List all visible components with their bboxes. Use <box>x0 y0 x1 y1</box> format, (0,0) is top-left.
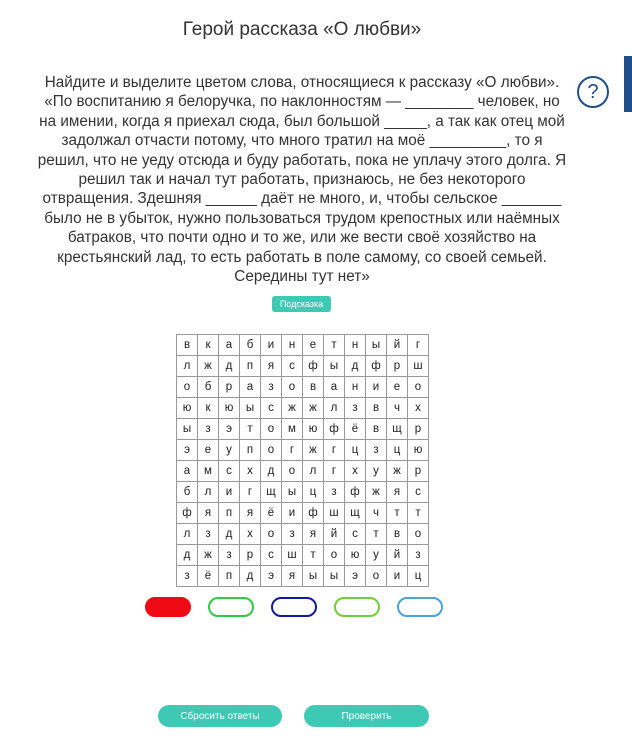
grid-cell[interactable]: о <box>366 566 387 587</box>
color-lightblue-swatch[interactable] <box>397 597 443 617</box>
grid-cell[interactable]: и <box>219 482 240 503</box>
grid-cell[interactable]: ы <box>282 482 303 503</box>
grid-cell[interactable]: с <box>408 482 429 503</box>
grid-cell[interactable]: у <box>366 461 387 482</box>
grid-cell[interactable]: и <box>261 335 282 356</box>
grid-cell[interactable]: г <box>324 440 345 461</box>
task-line: Середины тут нет» <box>234 268 370 286</box>
task-line: «По воспитанию я белоручка, по наклонностям — ________ человек, но <box>44 93 560 111</box>
task-line: решил, что не уеду отсюда и буду работать, пока не уплачу этого долга. Я <box>37 151 567 169</box>
grid-cell[interactable]: з <box>324 482 345 503</box>
grid-cell[interactable]: ы <box>324 566 345 587</box>
grid-cell[interactable]: с <box>219 461 240 482</box>
grid-cell[interactable]: а <box>324 377 345 398</box>
task-text <box>34 73 570 286</box>
task-line: крестьянский лад, то есть работать в поле самому, со своей семьей. <box>57 248 547 266</box>
grid-cell[interactable]: ш <box>408 356 429 377</box>
grid-cell[interactable]: ы <box>240 398 261 419</box>
grid-cell[interactable]: л <box>198 482 219 503</box>
letter-grid <box>176 334 429 587</box>
grid-row <box>177 503 429 524</box>
grid-cell[interactable]: б <box>240 335 261 356</box>
grid-cell[interactable]: ё <box>261 503 282 524</box>
grid-cell[interactable]: з <box>198 524 219 545</box>
color-green-swatch[interactable] <box>208 597 254 617</box>
grid-row <box>177 566 429 587</box>
grid-cell[interactable]: щ <box>345 503 366 524</box>
grid-cell[interactable]: ю <box>219 398 240 419</box>
grid-cell[interactable]: э <box>261 566 282 587</box>
grid-cell[interactable]: и <box>282 503 303 524</box>
grid-cell[interactable]: з <box>282 524 303 545</box>
grid-cell[interactable]: ф <box>366 356 387 377</box>
grid-cell[interactable]: о <box>261 419 282 440</box>
grid-cell[interactable]: ф <box>324 419 345 440</box>
grid-cell[interactable]: ц <box>345 440 366 461</box>
grid-cell[interactable]: к <box>198 335 219 356</box>
grid-cell[interactable]: л <box>324 398 345 419</box>
grid-cell[interactable]: т <box>303 545 324 566</box>
grid-cell[interactable]: л <box>177 356 198 377</box>
grid-cell[interactable]: д <box>219 524 240 545</box>
grid-cell[interactable]: ы <box>303 566 324 587</box>
grid-cell[interactable]: ж <box>282 398 303 419</box>
grid-cell[interactable]: щ <box>261 482 282 503</box>
grid-cell[interactable]: п <box>219 566 240 587</box>
grid-cell[interactable]: с <box>261 545 282 566</box>
grid-cell[interactable]: с <box>261 398 282 419</box>
grid-cell[interactable]: р <box>387 356 408 377</box>
grid-cell[interactable]: о <box>408 377 429 398</box>
grid-cell[interactable]: х <box>408 398 429 419</box>
grid-cell[interactable]: ц <box>303 482 324 503</box>
grid-cell[interactable]: ы <box>324 356 345 377</box>
grid-cell[interactable]: о <box>282 377 303 398</box>
page-title: Герой рассказа «О любви» <box>182 19 422 40</box>
grid-cell[interactable]: о <box>177 377 198 398</box>
grid-cell[interactable]: ф <box>303 503 324 524</box>
grid-cell[interactable]: у <box>366 545 387 566</box>
grid-cell[interactable]: ж <box>303 440 324 461</box>
grid-row <box>177 440 429 461</box>
grid-cell[interactable]: д <box>261 461 282 482</box>
hint-button[interactable]: Подсказка <box>272 296 331 312</box>
grid-cell[interactable]: й <box>387 335 408 356</box>
grid-cell[interactable]: н <box>282 335 303 356</box>
grid-cell[interactable]: и <box>366 377 387 398</box>
task-line: было не в убыток, нужно пользоваться трудом крепостных или наёмных <box>44 209 560 227</box>
grid-cell[interactable]: п <box>240 440 261 461</box>
grid-cell[interactable]: в <box>387 524 408 545</box>
question-icon: ? <box>587 81 599 103</box>
grid-cell[interactable]: ё <box>345 419 366 440</box>
color-lime-swatch[interactable] <box>334 597 380 617</box>
grid-cell[interactable]: ж <box>366 482 387 503</box>
grid-cell[interactable]: п <box>240 356 261 377</box>
grid-cell[interactable]: й <box>387 545 408 566</box>
task-line: Найдите и выделите цветом слова, относящиеся к рассказу «О любви». <box>44 74 560 91</box>
grid-cell[interactable]: о <box>408 524 429 545</box>
grid-cell[interactable]: ж <box>303 398 324 419</box>
task-line: решил так и начал тут работать, признаюсь, не без некоторого <box>78 171 526 189</box>
reset-answers-button[interactable]: Сбросить ответы <box>158 705 282 727</box>
grid-cell[interactable]: т <box>366 524 387 545</box>
grid-cell[interactable]: л <box>303 461 324 482</box>
grid-cell[interactable]: х <box>345 461 366 482</box>
grid-cell[interactable]: х <box>240 524 261 545</box>
grid-cell[interactable]: р <box>219 377 240 398</box>
grid-cell[interactable]: ю <box>345 545 366 566</box>
grid-cell[interactable]: д <box>240 566 261 587</box>
grid-cell[interactable]: з <box>261 377 282 398</box>
grid-cell[interactable]: т <box>324 335 345 356</box>
grid-cell[interactable]: ч <box>366 503 387 524</box>
grid-cell[interactable]: ш <box>282 545 303 566</box>
grid-cell[interactable]: р <box>408 419 429 440</box>
grid-cell[interactable]: и <box>387 566 408 587</box>
grid-row <box>177 335 429 356</box>
grid-row <box>177 356 429 377</box>
grid-cell[interactable]: б <box>198 377 219 398</box>
grid-cell[interactable]: г <box>324 461 345 482</box>
grid-cell[interactable]: в <box>177 335 198 356</box>
grid-cell[interactable]: д <box>177 545 198 566</box>
grid-cell[interactable]: щ <box>387 419 408 440</box>
grid-row <box>177 377 429 398</box>
grid-cell[interactable]: з <box>408 545 429 566</box>
grid-cell[interactable]: н <box>345 377 366 398</box>
grid-cell[interactable]: я <box>240 503 261 524</box>
grid-cell[interactable]: а <box>240 377 261 398</box>
grid-cell[interactable]: з <box>345 398 366 419</box>
grid-cell[interactable]: б <box>177 482 198 503</box>
grid-cell[interactable]: р <box>240 545 261 566</box>
grid-cell[interactable]: й <box>324 524 345 545</box>
grid-cell[interactable]: ф <box>177 503 198 524</box>
grid-cell[interactable]: я <box>282 566 303 587</box>
grid-cell[interactable]: ы <box>177 419 198 440</box>
grid-cell[interactable]: с <box>345 524 366 545</box>
grid-row <box>177 398 429 419</box>
task-line: задолжал отчасти потому, что много тратил на моё _________, то я <box>61 132 543 150</box>
grid-cell[interactable]: я <box>303 524 324 545</box>
grid-cell[interactable]: ж <box>387 461 408 482</box>
grid-cell[interactable]: ф <box>303 356 324 377</box>
grid-cell[interactable]: з <box>366 440 387 461</box>
grid-cell[interactable]: г <box>240 482 261 503</box>
help-button[interactable] <box>577 76 609 108</box>
color-navy-swatch[interactable] <box>271 597 317 617</box>
grid-cell[interactable]: г <box>408 335 429 356</box>
task-line: отвращения. Здешняя ______ даёт не много, и, чтобы сельское _______ <box>42 190 562 208</box>
grid-cell[interactable]: в <box>366 419 387 440</box>
grid-cell[interactable]: о <box>261 524 282 545</box>
grid-cell[interactable]: э <box>177 440 198 461</box>
grid-row <box>177 461 429 482</box>
check-button[interactable]: Проверить <box>304 705 429 727</box>
grid-cell[interactable]: ю <box>177 398 198 419</box>
grid-cell[interactable]: ф <box>345 482 366 503</box>
grid-cell[interactable]: м <box>282 419 303 440</box>
task-line: на имении, когда я приехал сюда, был большой _____, а так как отец мой <box>39 112 565 130</box>
grid-cell[interactable]: е <box>387 377 408 398</box>
grid-cell[interactable]: я <box>198 503 219 524</box>
grid-cell[interactable]: о <box>324 545 345 566</box>
grid-cell[interactable]: ю <box>408 440 429 461</box>
grid-cell[interactable]: ж <box>198 545 219 566</box>
grid-cell[interactable]: ж <box>198 356 219 377</box>
grid-cell[interactable]: т <box>387 503 408 524</box>
grid-cell[interactable]: э <box>345 566 366 587</box>
grid-cell[interactable]: х <box>240 461 261 482</box>
grid-cell[interactable]: р <box>408 461 429 482</box>
grid-cell[interactable]: ч <box>387 398 408 419</box>
grid-cell[interactable]: з <box>177 566 198 587</box>
grid-cell[interactable]: г <box>282 440 303 461</box>
grid-row <box>177 482 429 503</box>
grid-cell[interactable]: э <box>219 419 240 440</box>
grid-cell[interactable]: о <box>282 461 303 482</box>
grid-cell[interactable]: ц <box>408 566 429 587</box>
grid-cell[interactable]: д <box>345 356 366 377</box>
grid-cell[interactable]: т <box>408 503 429 524</box>
grid-cell[interactable]: ц <box>387 440 408 461</box>
grid-cell[interactable]: я <box>261 356 282 377</box>
grid-cell[interactable]: а <box>177 461 198 482</box>
color-red-swatch[interactable] <box>145 597 191 617</box>
grid-cell[interactable]: ю <box>303 419 324 440</box>
grid-cell[interactable]: а <box>219 335 240 356</box>
grid-cell[interactable]: т <box>240 419 261 440</box>
task-line: батраков, что почти одно и то же, или же вести своё хозяйство на <box>67 229 537 247</box>
grid-cell[interactable]: е <box>198 440 219 461</box>
grid-cell[interactable]: п <box>219 503 240 524</box>
grid-cell[interactable]: е <box>303 335 324 356</box>
grid-row <box>177 524 429 545</box>
grid-row <box>177 545 429 566</box>
grid-row <box>177 419 429 440</box>
grid-cell[interactable]: в <box>366 398 387 419</box>
grid-cell[interactable]: о <box>261 440 282 461</box>
grid-cell[interactable]: ш <box>324 503 345 524</box>
grid-cell[interactable]: л <box>177 524 198 545</box>
grid-cell[interactable]: н <box>345 335 366 356</box>
side-panel-tab[interactable] <box>624 56 632 112</box>
grid-cell[interactable]: я <box>387 482 408 503</box>
grid-cell[interactable]: ы <box>366 335 387 356</box>
grid-cell[interactable]: м <box>198 461 219 482</box>
grid-cell[interactable]: к <box>198 398 219 419</box>
grid-cell[interactable]: з <box>198 419 219 440</box>
grid-cell[interactable]: с <box>282 356 303 377</box>
grid-cell[interactable]: д <box>219 356 240 377</box>
grid-cell[interactable]: ё <box>198 566 219 587</box>
grid-cell[interactable]: в <box>303 377 324 398</box>
grid-cell[interactable]: у <box>219 440 240 461</box>
grid-cell[interactable]: з <box>219 545 240 566</box>
